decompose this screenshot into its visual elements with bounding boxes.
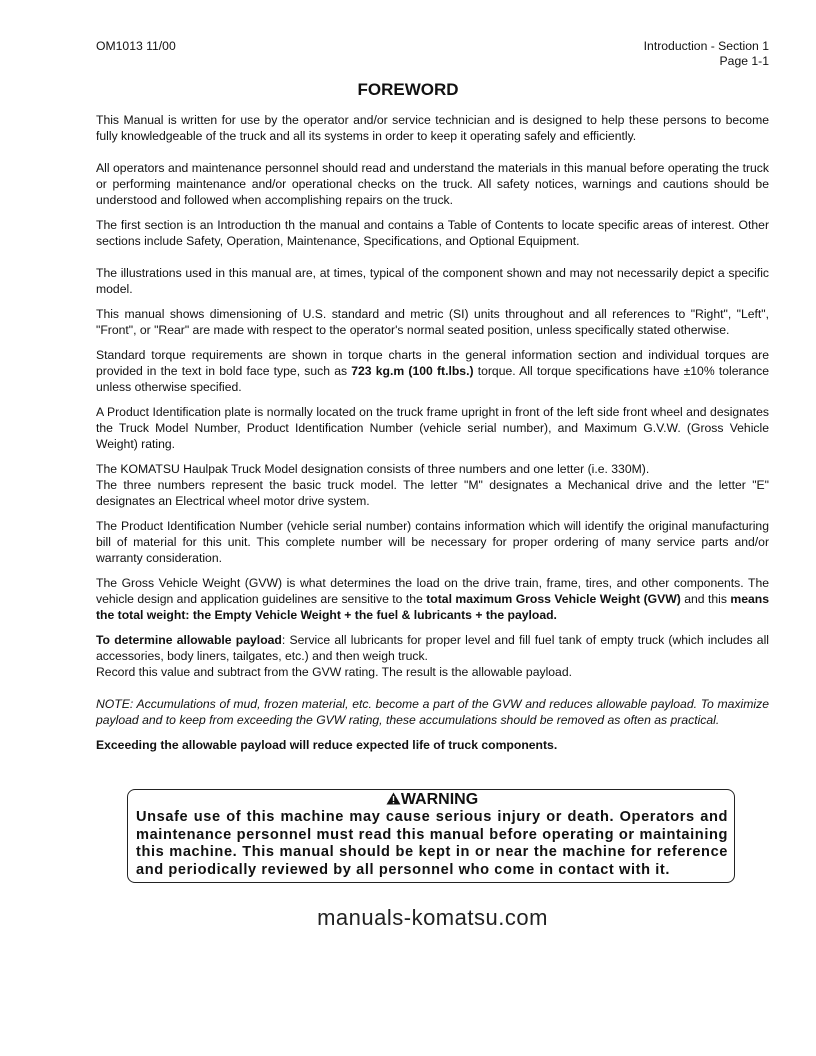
text: Record this value and subtract from the GVW rating. The result is the allowable payload.: [96, 665, 573, 679]
paragraph-read-manual: All operators and maintenance personnel should read and understand the materials in this manual before operating the truck or performing maintenance and/or operational checks on the truck. All safety notices, warnings and cautions should be understood and followed when accomplishing repairs on the truck.: [96, 161, 769, 207]
bold-text: means the total weight: the Empty Vehicle Weight + the fuel & lubricants + the payload.: [96, 592, 769, 622]
text: torque. All torque specifications have ±10% tolerance unless otherwise specified.: [96, 364, 769, 394]
warning-body: Unsafe use of this machine may cause serious injury or death. Operators and maintenance personnel must read this manual before operating or maintaining this machine. This manual should be kept in or near the machine for reference and periodically reviewed by all personnel who come in contact with it.: [136, 809, 728, 878]
paragraph-serial-number: The Product Identification Number (vehicle serial number) contains information which will identify the original manufacturing bill of material for this unit. This complete number will be necessary for proper ordering of many service parts and/or warranty consideration.: [96, 519, 769, 565]
torque-example: 723 kg.m (100 ft.lbs.): [351, 364, 474, 378]
payload-warning-text: Exceeding the allowable payload will reduce expected life of truck components.: [96, 738, 558, 752]
paragraph-purpose: This Manual is written for use by the operator and/or service technician and is designed to help these persons to become fully knowledgeable of the truck and all its systems in order to keep it operating safely and efficiently.: [96, 113, 769, 143]
page-body: [96, 112, 769, 931]
text: : Service all lubricants for proper level and fill fuel tank of empty truck (which includes all accessories, body liners, tailgates, etc.) and then weigh truck.: [96, 633, 769, 663]
bold-text: To determine allowable payload: [96, 633, 282, 647]
page-header-right: [644, 39, 769, 69]
text: The KOMATSU Haulpak Truck Model designation consists of three numbers and one letter (i.e. 330M).: [96, 462, 650, 476]
warning-title-text: WARNING: [400, 791, 479, 808]
doc-code: OM1013 11/00: [96, 39, 176, 53]
bold-text: total maximum Gross Vehicle Weight (GVW): [426, 592, 681, 606]
text: and this: [680, 592, 731, 606]
page-number: Page 1-1: [719, 54, 769, 68]
warning-title: [136, 791, 728, 809]
note: NOTE: Accumulations of mud, frozen material, etc. become a part of the GVW and reduces allowable payload. To maximize payload and to keep from exceeding the GVW rating, these accumulations should be removed as often as practical.: [96, 697, 769, 727]
paragraph-model-designation: [96, 461, 769, 509]
warning-box: [127, 789, 735, 883]
paragraph-payload: [96, 632, 769, 680]
paragraph-id-plate: A Product Identification plate is normally located on the truck frame upright in front of the left side front wheel and designates the Truck Model Number, Product Identification Number (vehicle serial number), and Maximum G.V.W. (Gross Vehicle Weight) rating.: [96, 405, 769, 451]
warning-triangle-icon: [386, 792, 401, 805]
text: Standard torque requirements are shown in torque charts in the general information section and individual torques are provided in the text in bold face type, such as: [96, 348, 769, 378]
paragraph-illustrations: The illustrations used in this manual are, at times, typical of the component shown and may not necessarily depict a specific model.: [96, 266, 769, 296]
paragraph-gvw: [96, 575, 769, 623]
paragraph-torque: [96, 347, 769, 395]
section-label: Introduction - Section 1: [643, 39, 769, 53]
text: The three numbers represent the basic truck model. The letter "M" designates a Mechanical drive and the letter "E" designates an Electrical wheel motor drive system.: [96, 478, 769, 508]
paragraph-units: This manual shows dimensioning of U.S. standard and metric (SI) units throughout and all references to "Right", "Left", "Front", or "Rear" are made with respect to the operator's normal seated position, unless specifically stated otherwise.: [96, 307, 769, 337]
text: The Gross Vehicle Weight (GVW) is what determines the load on the drive train, frame, tires, and other components. The vehicle design and application guidelines are sensitive to the: [96, 576, 769, 606]
watermark: manuals-komatsu.com: [317, 905, 548, 930]
paragraph-sections: The first section is an Introduction th the manual and contains a Table of Contents to locate specific areas of interest. Other sections include Safety, Operation, Maintenance, Specifications, and Optional Equipment.: [96, 218, 769, 248]
page-title: FOREWORD: [357, 80, 459, 99]
